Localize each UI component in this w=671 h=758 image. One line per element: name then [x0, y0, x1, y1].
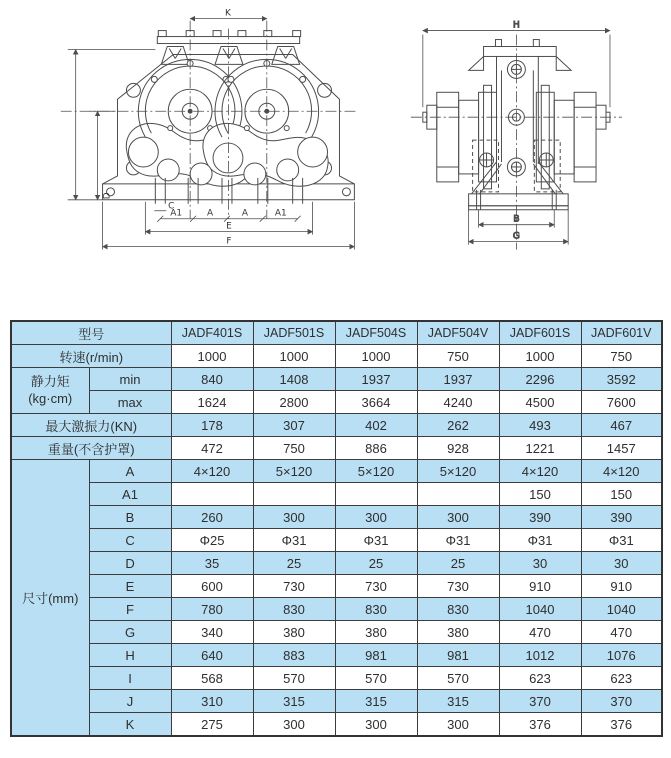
- value-cell: 262: [417, 414, 499, 437]
- value-cell: 178: [171, 414, 253, 437]
- table-row-dim-A: [11, 460, 662, 483]
- value-cell: 750: [417, 345, 499, 368]
- value-cell: 300: [253, 713, 335, 737]
- value-cell: 30: [499, 552, 581, 575]
- table-row-dim-C: [11, 529, 662, 552]
- front-view-drawing: [6, 4, 379, 310]
- value-cell: 1000: [499, 345, 581, 368]
- value-cell: 830: [335, 598, 417, 621]
- value-cell: 2296: [499, 368, 581, 391]
- value-cell: 307: [253, 414, 335, 437]
- value-cell: 4×120: [499, 460, 581, 483]
- value-cell: 623: [581, 667, 662, 690]
- value-cell: [171, 483, 253, 506]
- model-cell: JADF601S: [499, 321, 581, 345]
- value-cell: Φ31: [499, 529, 581, 552]
- value-cell: 390: [581, 506, 662, 529]
- speed-label-cell: 转速(r/min): [11, 345, 171, 368]
- model-cell: JADF601V: [581, 321, 662, 345]
- mounting-brackets: [161, 47, 299, 65]
- value-cell: 886: [335, 437, 417, 460]
- table-row-moment-min: [11, 368, 662, 391]
- value-cell: 1000: [171, 345, 253, 368]
- max-label-cell: max: [89, 391, 171, 414]
- value-cell: [253, 483, 335, 506]
- dim-letter-cell: B: [89, 506, 171, 529]
- value-cell: 300: [253, 506, 335, 529]
- value-cell: 568: [171, 667, 253, 690]
- value-cell: 300: [417, 713, 499, 737]
- model-header-cell: 型号: [11, 321, 171, 345]
- dim-letter-cell: G: [89, 621, 171, 644]
- value-cell: Φ31: [581, 529, 662, 552]
- value-cell: 5×120: [253, 460, 335, 483]
- table-row-dim-K: [11, 713, 662, 737]
- value-cell: 910: [581, 575, 662, 598]
- value-cell: 402: [335, 414, 417, 437]
- value-cell: 315: [417, 690, 499, 713]
- value-cell: 1000: [253, 345, 335, 368]
- moment-label-cell: [11, 368, 89, 414]
- right-flywheel: [535, 85, 611, 192]
- value-cell: 570: [335, 667, 417, 690]
- table-row-force: [11, 414, 662, 437]
- dim-label-c: C: [168, 201, 175, 212]
- value-cell: 7600: [581, 391, 662, 414]
- value-cell: 1408: [253, 368, 335, 391]
- value-cell: 5×120: [417, 460, 499, 483]
- value-cell: 300: [417, 506, 499, 529]
- value-cell: 470: [499, 621, 581, 644]
- table-row-dim-G: [11, 621, 662, 644]
- dim-letter-cell: K: [89, 713, 171, 737]
- value-cell: 370: [499, 690, 581, 713]
- value-cell: 830: [417, 598, 499, 621]
- value-cell: 750: [581, 345, 662, 368]
- value-cell: 570: [253, 667, 335, 690]
- value-cell: Φ31: [417, 529, 499, 552]
- value-cell: 150: [499, 483, 581, 506]
- value-cell: Φ31: [253, 529, 335, 552]
- value-cell: 883: [253, 644, 335, 667]
- value-cell: 750: [253, 437, 335, 460]
- value-cell: 25: [417, 552, 499, 575]
- value-cell: 3592: [581, 368, 662, 391]
- dim-label-a1-right: A1: [274, 208, 287, 219]
- value-cell: 472: [171, 437, 253, 460]
- dim-letter-cell: A1: [89, 483, 171, 506]
- dim-label-a1-left: A1: [170, 208, 183, 219]
- top-rail: [157, 31, 300, 44]
- spec-table: [10, 320, 663, 737]
- value-cell: 380: [417, 621, 499, 644]
- value-cell: 1012: [499, 644, 581, 667]
- dim-letter-cell: E: [89, 575, 171, 598]
- table-row-dim-J: [11, 690, 662, 713]
- value-cell: 830: [253, 598, 335, 621]
- value-cell: 4×120: [581, 460, 662, 483]
- value-cell: 376: [499, 713, 581, 737]
- value-cell: 1221: [499, 437, 581, 460]
- value-cell: 5×120: [335, 460, 417, 483]
- value-cell: 380: [253, 621, 335, 644]
- value-cell: 467: [581, 414, 662, 437]
- table-row-moment-max: [11, 391, 662, 414]
- table-row-dim-D: [11, 552, 662, 575]
- value-cell: 981: [417, 644, 499, 667]
- value-cell: [417, 483, 499, 506]
- value-cell: 493: [499, 414, 581, 437]
- dim-letter-cell: D: [89, 552, 171, 575]
- value-cell: 470: [581, 621, 662, 644]
- model-cell: JADF401S: [171, 321, 253, 345]
- value-cell: 840: [171, 368, 253, 391]
- value-cell: 310: [171, 690, 253, 713]
- value-cell: 150: [581, 483, 662, 506]
- value-cell: 730: [335, 575, 417, 598]
- side-view-drawing: [387, 4, 666, 310]
- table-row-dim-A1: [11, 483, 662, 506]
- left-flywheel: [423, 85, 499, 192]
- value-cell: 623: [499, 667, 581, 690]
- value-cell: 4500: [499, 391, 581, 414]
- dim-letter-cell: I: [89, 667, 171, 690]
- value-cell: 1040: [499, 598, 581, 621]
- value-cell: 25: [253, 552, 335, 575]
- value-cell: 380: [335, 621, 417, 644]
- dim-label-f: F: [226, 236, 232, 247]
- dim-letter-cell: H: [89, 644, 171, 667]
- dim-label-k: K: [225, 8, 231, 19]
- weight-label-cell: 重量(不含护罩): [11, 437, 171, 460]
- value-cell: 25: [335, 552, 417, 575]
- value-cell: 260: [171, 506, 253, 529]
- value-cell: 300: [335, 713, 417, 737]
- dim-label-a-left: A: [206, 208, 214, 219]
- value-cell: 4240: [417, 391, 499, 414]
- value-cell: 1624: [171, 391, 253, 414]
- dim-label-a-right: A: [241, 208, 248, 219]
- dim-letter-cell: C: [89, 529, 171, 552]
- value-cell: Φ25: [171, 529, 253, 552]
- value-cell: 376: [581, 713, 662, 737]
- table-row-models: [11, 321, 662, 345]
- value-cell: 730: [253, 575, 335, 598]
- dim-label-d: D: [102, 192, 113, 200]
- min-label-cell: min: [89, 368, 171, 391]
- value-cell: Φ31: [335, 529, 417, 552]
- value-cell: 340: [171, 621, 253, 644]
- value-cell: 1076: [581, 644, 662, 667]
- value-cell: 3664: [335, 391, 417, 414]
- dim-label-b: B: [513, 214, 520, 225]
- force-label-cell: 最大激振力(KN): [11, 414, 171, 437]
- value-cell: 390: [499, 506, 581, 529]
- table-row-dim-I: [11, 667, 662, 690]
- dim-letter-cell: F: [89, 598, 171, 621]
- table-row-speed: [11, 345, 662, 368]
- table-row-weight: [11, 437, 662, 460]
- dim-letter-cell: A: [89, 460, 171, 483]
- value-cell: 30: [581, 552, 662, 575]
- value-cell: 730: [417, 575, 499, 598]
- moment-label-line2: (kg·cm): [28, 390, 73, 406]
- model-cell: JADF504V: [417, 321, 499, 345]
- technical-drawings: [6, 4, 666, 310]
- dim-label-h: H: [513, 20, 521, 31]
- value-cell: 2800: [253, 391, 335, 414]
- value-cell: 640: [171, 644, 253, 667]
- model-cell: JADF501S: [253, 321, 335, 345]
- moment-label-line1: 静力矩: [30, 374, 70, 390]
- value-cell: 4×120: [171, 460, 253, 483]
- table-row-dim-F: [11, 598, 662, 621]
- value-cell: 981: [335, 644, 417, 667]
- table-row-dim-E: [11, 575, 662, 598]
- value-cell: 928: [417, 437, 499, 460]
- model-cell: JADF504S: [335, 321, 417, 345]
- table-row-dim-H: [11, 644, 662, 667]
- value-cell: 315: [335, 690, 417, 713]
- value-cell: 315: [253, 690, 335, 713]
- value-cell: 1040: [581, 598, 662, 621]
- table-row-dim-B: [11, 506, 662, 529]
- dims-label-cell: 尺寸(mm): [11, 460, 89, 737]
- value-cell: 780: [171, 598, 253, 621]
- value-cell: 35: [171, 552, 253, 575]
- value-cell: 600: [171, 575, 253, 598]
- dim-letter-cell: J: [89, 690, 171, 713]
- value-cell: 300: [335, 506, 417, 529]
- value-cell: 1457: [581, 437, 662, 460]
- gearbox-body: [497, 56, 539, 175]
- value-cell: 570: [417, 667, 499, 690]
- value-cell: 370: [581, 690, 662, 713]
- dim-label-g: G: [513, 231, 521, 242]
- value-cell: 1937: [335, 368, 417, 391]
- value-cell: [335, 483, 417, 506]
- value-cell: 1000: [335, 345, 417, 368]
- value-cell: 910: [499, 575, 581, 598]
- value-cell: 275: [171, 713, 253, 737]
- dim-label-e: E: [226, 221, 232, 232]
- value-cell: 1937: [417, 368, 499, 391]
